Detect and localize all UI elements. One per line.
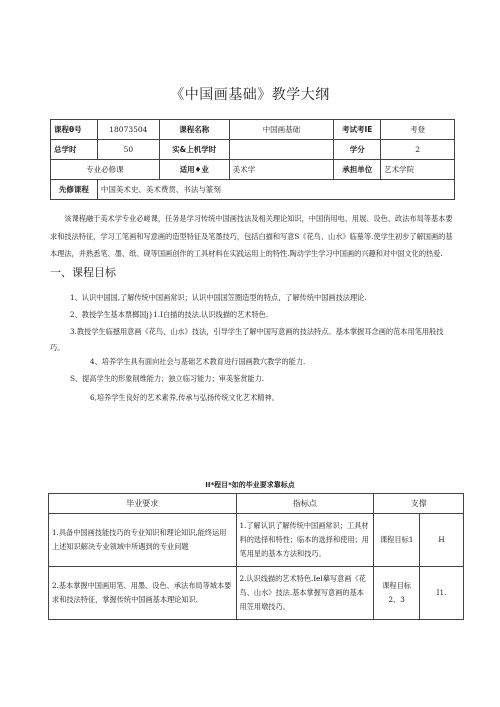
header-indicator: 指标点 xyxy=(236,494,374,514)
goal-item-2: 2、教授学生基本票榔国j}1.Ⅰ白描的技法.认识线描的艺术特色. xyxy=(70,310,269,319)
header-graduation-requirement: 毕业要求 xyxy=(49,494,237,514)
info-row-4 xyxy=(51,180,455,200)
major-value: 美术学 xyxy=(229,160,334,180)
indicator-cell: 1.了解认识了解传统中国画常识；工具材料的选择和特性；临本的选择和使用；用笔用星的基本方法和技巧。 xyxy=(236,514,374,567)
exam-type-label: 考试考IE xyxy=(334,120,381,140)
info-row-1 xyxy=(51,120,455,140)
prerequisite-label: 先修课程 xyxy=(51,180,98,200)
table-row xyxy=(49,567,464,620)
requirement-cell: 2.基本掌握中国画用笔、用墨、设色、承法布局等城本要求和技法特征，掌握传统中国画基本理论知识. xyxy=(49,567,237,620)
total-hours-value: 50 xyxy=(97,140,159,160)
indicator-cell: 2.认识线描的艺术特色.Iel摹写意画《花鸟、山水》技法.基本掌握写意画的基本用笠用墩技巧。 xyxy=(236,567,374,620)
course-info-table xyxy=(50,119,455,200)
credits-value: 2 xyxy=(381,140,455,160)
requirement-cell: 1.具备中国画技能技巧的专业知识和理论知识,能终运用上述知识解决专业领域中所遇到的专业问题 xyxy=(49,514,237,567)
goal-item-1: 1、认识中国国,了解传统中国画常识；认识中国国笠圈造型的特点，了解传统中国画技法理论. xyxy=(70,293,367,302)
course-name-value: 中国画基础 xyxy=(229,120,334,140)
target-cell: 课程目标1 xyxy=(374,514,420,567)
goal-item-6: 6,培养学生良好的艺术素养,传承与弘扬传统文化艺术精神。 xyxy=(90,393,279,402)
exam-type-value: 考登 xyxy=(381,120,455,140)
department-value: 艺术学院 xyxy=(381,160,455,180)
support-level-cell: H xyxy=(420,514,464,567)
table-row xyxy=(49,514,464,567)
lab-hours-value xyxy=(229,140,334,160)
prerequisite-value: 中国美术史、美术费贯、书法与篆刻 xyxy=(97,180,454,200)
table-caption: II*程目*如的毕业要求靠标点 xyxy=(205,481,295,489)
major-label: 适用♦业 xyxy=(159,160,229,180)
requirements-header-row xyxy=(49,494,464,514)
info-row-2 xyxy=(51,140,455,160)
total-hours-label: 总学时 xyxy=(51,140,98,160)
goal-item-5: S、提高学生的形象削维能力；独立临习能力；审美鉴赏能力. xyxy=(70,374,265,383)
goal-item-3: 3.教授学生临撼用意画《花鸟、山水》技法，引导学生了解中国写意画的技法特点。基本掌握耳念画的范本用笔用般技巧。 xyxy=(50,327,444,352)
header-support: 支撑 xyxy=(374,494,464,514)
intro-paragraph: 该课程融于美术学专业必嵯课，任务是学习传统中国画技法及相关理论知识，中国俏用电、用展、设色、政法布局等基本要求和技法特征，学习工笔画和写意画的造型特征及笔墨技巧，包括白描和写意S《花鸟、山水》临墓等.使学生初步了解国画的基本理法，并熟悉笔、墨、纸、砚等国画创作的工具材料在实践运用上的特性.陶动学生学习中国画的兴趣和对中国文化的热爱. xyxy=(50,214,453,258)
target-cell: 课程目标2、3 xyxy=(374,567,420,620)
support-level-cell: I1. xyxy=(420,567,464,620)
goal-item-4: 4、培养学生具有面向社会与基础艺术教育进行国画教穴教学的能力. xyxy=(90,357,306,366)
course-name-label: 课程名称 xyxy=(159,120,229,140)
requirements-table xyxy=(48,493,464,620)
info-row-3 xyxy=(51,160,455,180)
section-heading-goals: 一、课程目标 xyxy=(50,266,116,279)
lab-hours-label: 实&上机学时 xyxy=(159,140,229,160)
document-title: 《中国画基础》教学大纲 xyxy=(170,87,330,103)
course-code-label: 课程θ号 xyxy=(51,120,98,140)
department-label: 承担单位 xyxy=(334,160,381,180)
course-code-value: 18073504 xyxy=(97,120,159,140)
credits-label: 学分 xyxy=(334,140,381,160)
course-type-value: 专业必修课 xyxy=(51,160,160,180)
